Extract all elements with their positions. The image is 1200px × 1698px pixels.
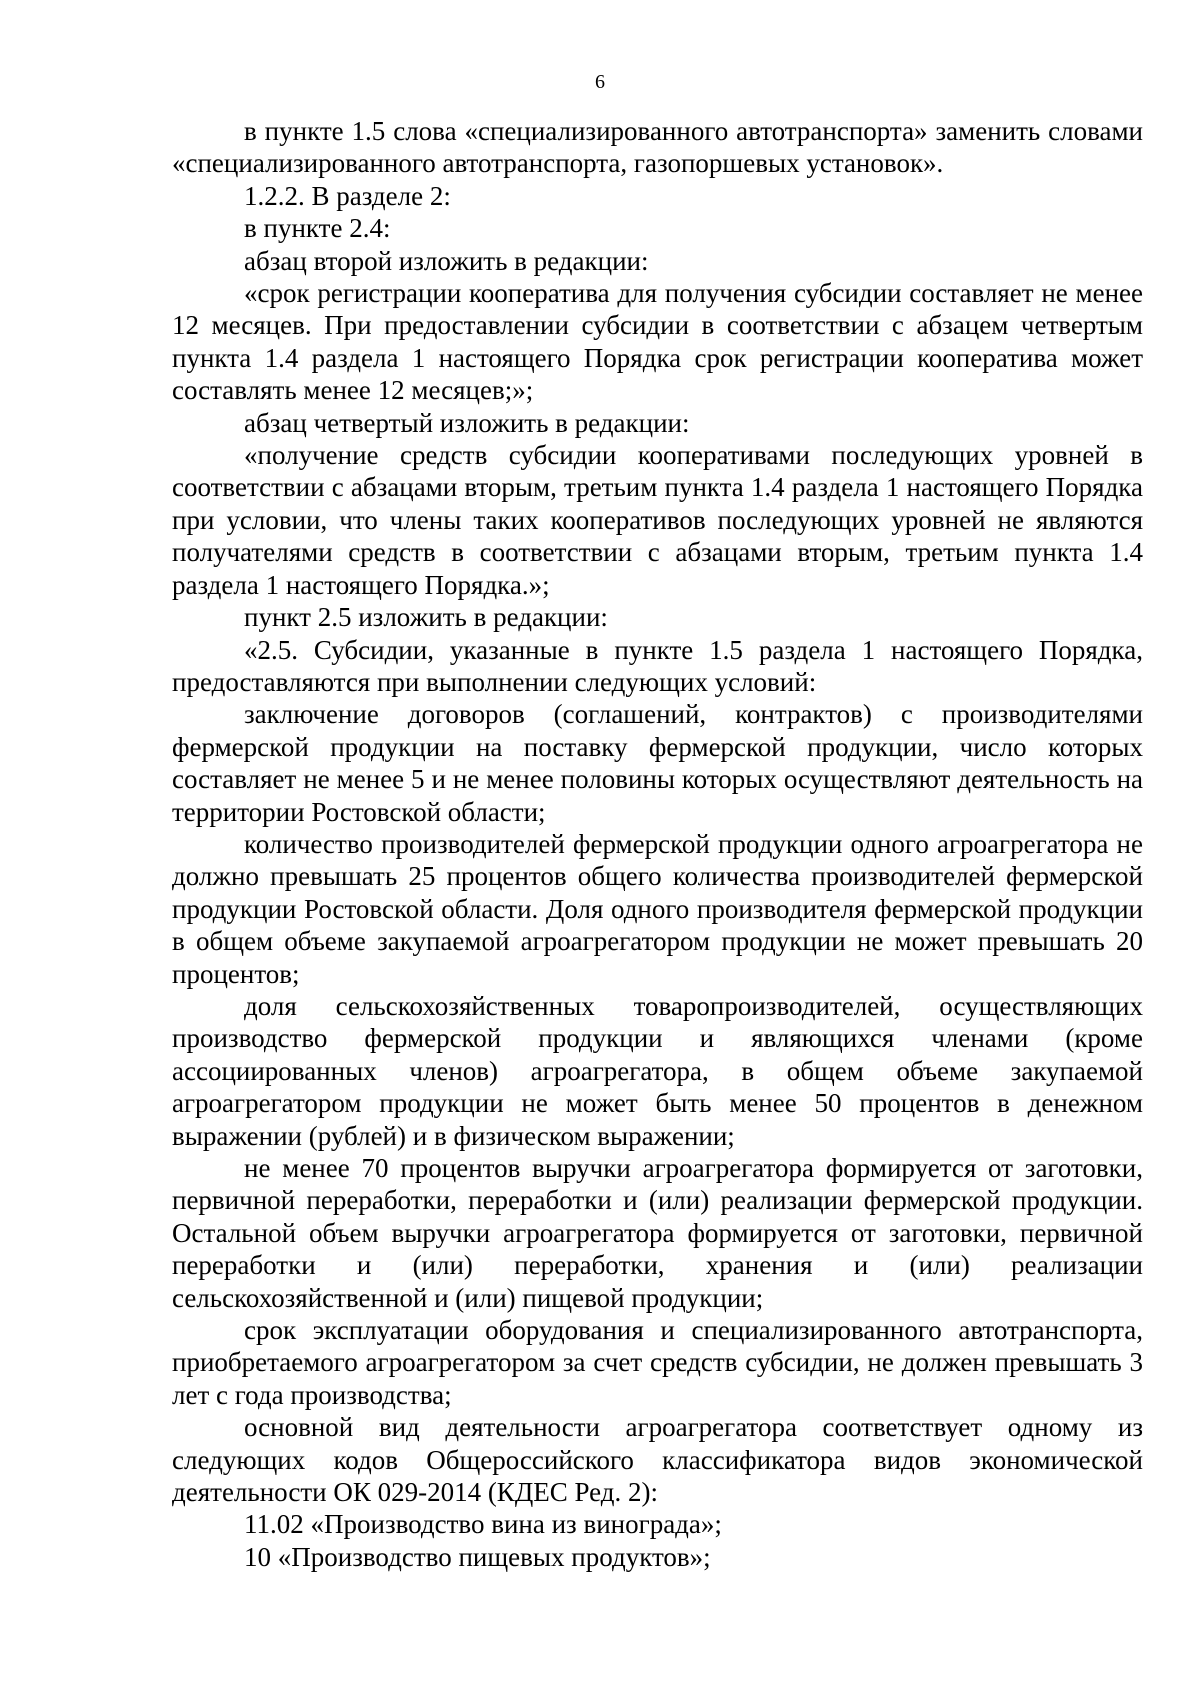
page-number: 6: [595, 71, 605, 93]
paragraph-10: заключение договоров (соглашений, контрактов) с производителями фермерской продукции на поставку фермерской продукции, число которых составляет не менее 5 и не менее половины которых осуществляют деятельность на территории Ростовской области;: [172, 699, 1143, 827]
paragraph-12: доля сельскохозяйственных товаропроизводителей, осуществляющих производство фермерской продукции и являющихся членами (кроме ассоциированных членов) агроагрегатора, в общем объеме закупаемой агроагрегатором продукции не может быть менее 50 процентов в денежном выражении (рублей) и в физическом выражении;: [172, 990, 1143, 1151]
paragraph-17: 10 «Производство пищевых продуктов»;: [244, 1541, 711, 1572]
paragraph-4: абзац второй изложить в редакции:: [244, 245, 649, 276]
paragraph-16: 11.02 «Производство вина из винограда»;: [244, 1509, 722, 1540]
paragraph-9: «2.5. Субсидии, указанные в пункте 1.5 раздела 1 настоящего Порядка, предоставляются при выполнении следующих условий:: [172, 634, 1143, 697]
paragraph-8: пункт 2.5 изложить в редакции:: [244, 602, 608, 633]
paragraph-11: количество производителей фермерской продукции одного агроагрегатора не должно превышать 25 процентов общего количества производителей фермерской продукции Ростовской области. Доля одного производителя фермерской продукции в общем объеме закупаемой агроагрегатором продукции не может превышать 20 процентов;: [172, 828, 1143, 989]
paragraph-3: в пункте 2.4:: [244, 213, 391, 244]
paragraph-13: не менее 70 процентов выручки агроагрегатора формируется от заготовки, первичной переработки, переработки и (или) реализации фермерской продукции. Остальной объем выручки агроагрегатора формируется от заготовки, первичной переработки и (или) переработки, хранения и (или) реализации сельскохозяйственной и (или) пищевой продукции;: [172, 1153, 1143, 1313]
paragraph-5: «срок регистрации кооператива для получения субсидии составляет не менее 12 месяцев. При предоставлении субсидии в соответствии с абзацем четвертым пункта 1.4 раздела 1 настоящего Порядка срок регистрации кооператива может составлять менее 12 месяцев;»;: [172, 278, 1143, 406]
paragraph-6: абзац четвертый изложить в редакции:: [244, 407, 690, 438]
paragraph-15: основной вид деятельности агроагрегатора соответствует одному из следующих кодов Общероссийского классификатора видов экономической деятельности ОК 029-2014 (КДЕС Ред. 2):: [172, 1412, 1143, 1508]
paragraph-2: 1.2.2. В разделе 2:: [244, 180, 451, 211]
paragraph-14: срок эксплуатации оборудования и специализированного автотранспорта, приобретаемого агроагрегатором за счет средств субсидии, не должен превышать 3 лет с года производства;: [172, 1315, 1143, 1410]
paragraph-1: в пункте 1.5 слова «специализированного автотранспорта» заменить словами «специализированного автотранспорта, газопоршевых установок».: [172, 116, 1143, 179]
paragraph-7: «получение средств субсидии кооперативами последующих уровней в соответствии с абзацами вторым, третьим пункта 1.4 раздела 1 настоящего Порядка при условии, что члены таких кооперативов последующих уровней не являются получателями средств в соответствии с абзацами вторым, третьим пункта 1.4 раздела 1 настоящего Порядка.»;: [172, 440, 1143, 600]
document-body: [172, 115, 1143, 1573]
